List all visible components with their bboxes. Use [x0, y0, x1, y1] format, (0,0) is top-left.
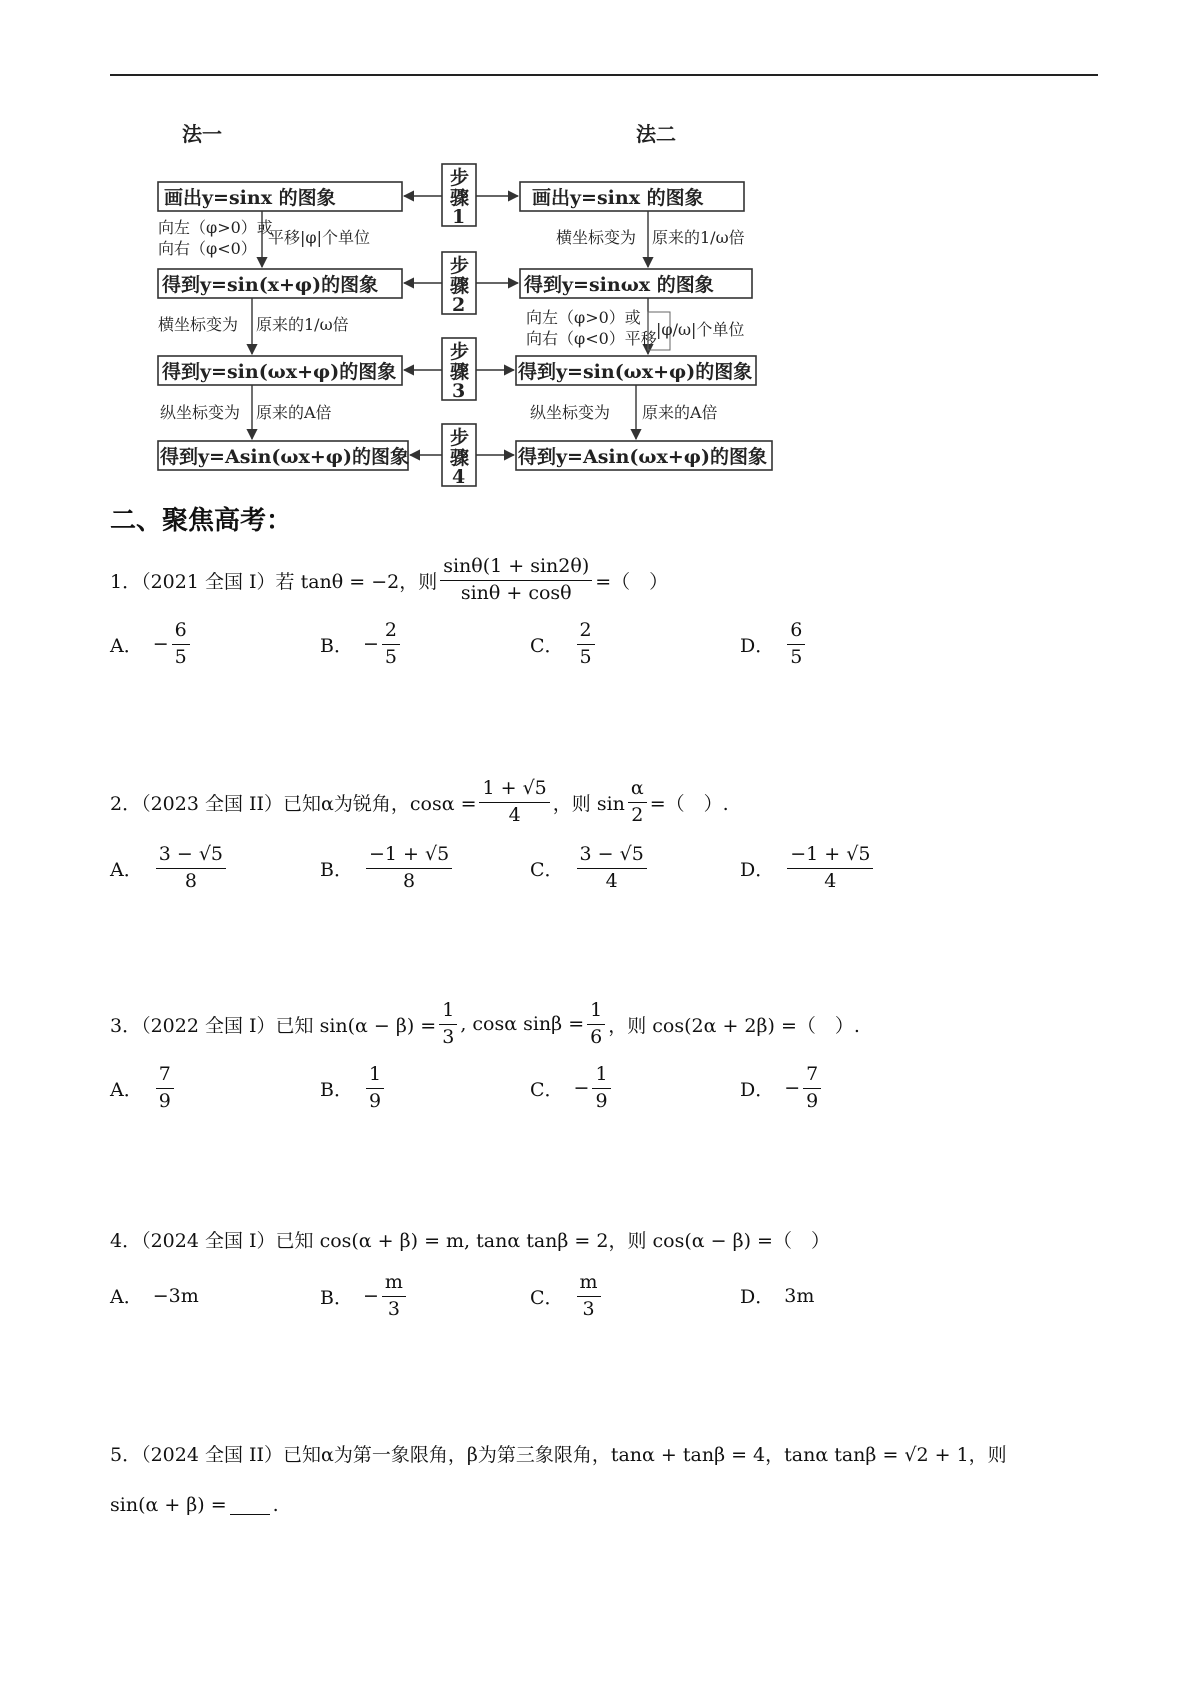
method-two-header: 法二 [636, 122, 676, 146]
svg-text:骤: 骤 [450, 447, 470, 469]
q2-cos-value: $\frac{1 + √5}{4}$ [479, 778, 549, 827]
step-3 [442, 338, 476, 402]
question-1 [110, 556, 668, 605]
right-box-3: 得到y=sin(ωx+φ)的图象 [518, 361, 753, 383]
question-3: 3．（2022 全国 I）已知 sin(α − β) = $\frac{1}{3}$ , cosα sinβ = $\frac{1}{6}$ ，则 cos(2α + 2β) =（ ）. [110, 999, 860, 1048]
q1-option-b[interactable]: B． − $\frac{2}{5}$ [320, 620, 403, 669]
svg-text:2: 2 [452, 294, 466, 316]
svg-text:3: 3 [452, 380, 466, 402]
q2-option-c[interactable]: C． $\frac{3 - √5}{4}$ [530, 844, 650, 893]
left-transform-1a: 向左（φ>0）或 [158, 218, 273, 237]
left-box-2: 得到y=sin(x+φ)的图象 [162, 274, 379, 296]
q2-option-d[interactable]: D． $\frac{-1 + √5}{4}$ [740, 844, 876, 893]
question-4: 4．（2024 全国 I）已知 cos(α + β) = m, tanα tanβ = 2，则 cos(α − β) =（ ） [110, 1230, 830, 1252]
answer-blank[interactable] [230, 1496, 270, 1515]
q4-option-a[interactable]: A． −3m [110, 1284, 199, 1308]
q1-option-a[interactable]: A． − $\frac{6}{5}$ [110, 620, 193, 669]
svg-text:步: 步 [450, 341, 470, 363]
left-transform-1c: 平移|φ|个单位 [268, 228, 370, 247]
right-transform-1a: 横坐标变为 [556, 228, 637, 247]
q4-option-d[interactable]: D． 3m [740, 1284, 815, 1308]
left-transform-3a: 纵坐标变为 [160, 403, 241, 422]
svg-text:骤: 骤 [450, 187, 470, 209]
q3-option-a[interactable]: A． $\frac{7}{9}$ [110, 1064, 177, 1113]
question-2: 2．（2023 全国 II）已知α为锐角，cosα = $\frac{1 + √5}{4}$ ，则 sin $\frac{\alpha}{2}$ =（ ）. [110, 777, 729, 826]
left-transform-3b: 原来的A倍 [256, 403, 332, 422]
left-transform-2b: 原来的1/ω倍 [256, 315, 349, 334]
q1-suffix: =（ ） [595, 570, 669, 593]
svg-text:骤: 骤 [450, 361, 470, 383]
svg-text:骤: 骤 [450, 275, 470, 297]
question-5-line-1: 5．（2024 全国 II）已知α为第一象限角，β为第三象限角，tanα + tanβ = 4，tanα tanβ = √2 + 1，则 [110, 1444, 1007, 1466]
left-box-3: 得到y=sin(ωx+φ)的图象 [162, 361, 397, 383]
q1-prefix: 1．（2021 全国 I）若 tanθ = −2，则 [110, 570, 438, 593]
left-transform-1b: 向右（φ<0） [158, 239, 257, 258]
q3-option-b[interactable]: B． $\frac{1}{9}$ [320, 1064, 387, 1113]
svg-text:步: 步 [450, 167, 470, 189]
right-transform-3a: 纵坐标变为 [530, 403, 611, 422]
left-box-1: 画出y=sinx 的图象 [164, 187, 336, 209]
right-box-4: 得到y=Asin(ωx+φ)的图象 [518, 446, 767, 468]
q1-option-c[interactable]: C． $\frac{2}{5}$ [530, 620, 598, 669]
q4-option-b[interactable]: B． − $\frac{m}{3}$ [320, 1272, 409, 1321]
q3-option-d[interactable]: D． − $\frac{7}{9}$ [740, 1064, 824, 1113]
right-box-1: 画出y=sinx 的图象 [532, 187, 704, 209]
transformation-flowchart [0, 0, 1200, 500]
right-box-2: 得到y=sinωx 的图象 [524, 274, 714, 296]
left-transform-2a: 横坐标变为 [158, 315, 239, 334]
method-one-header: 法一 [182, 122, 222, 146]
step-2 [442, 252, 476, 316]
q2-half-angle: $\frac{\alpha}{2}$ [628, 778, 647, 827]
right-transform-3b: 原来的A倍 [642, 403, 718, 422]
right-transform-2b: 向右（φ<0）平移 [526, 329, 657, 348]
q2-option-b[interactable]: B． $\frac{-1 + √5}{8}$ [320, 844, 455, 893]
q1-option-d[interactable]: D． $\frac{6}{5}$ [740, 620, 808, 669]
q2-option-a[interactable]: A． $\frac{3 - √5}{8}$ [110, 844, 229, 893]
q1-expression: $\frac{\sin\theta(1 + \sin 2\theta)}{\sin\theta + \cos\theta}$ [440, 556, 592, 605]
step-1 [442, 164, 476, 228]
q3-option-c[interactable]: C． − $\frac{1}{9}$ [530, 1064, 614, 1113]
svg-text:1: 1 [452, 206, 466, 228]
right-transform-2c: |φ/ω|个单位 [656, 320, 745, 339]
svg-text:步: 步 [450, 427, 470, 449]
step-4 [442, 424, 476, 488]
section-title: 二、聚焦高考： [110, 506, 293, 536]
question-5-line-2: sin(α + β) = . [110, 1494, 279, 1516]
left-box-4: 得到y=Asin(ωx+φ)的图象 [160, 446, 409, 468]
right-transform-2a: 向左（φ>0）或 [526, 308, 641, 327]
svg-text:步: 步 [450, 255, 470, 277]
q4-option-c[interactable]: C． $\frac{m}{3}$ [530, 1272, 604, 1321]
right-transform-1b: 原来的1/ω倍 [652, 228, 745, 247]
svg-text:4: 4 [452, 466, 466, 488]
